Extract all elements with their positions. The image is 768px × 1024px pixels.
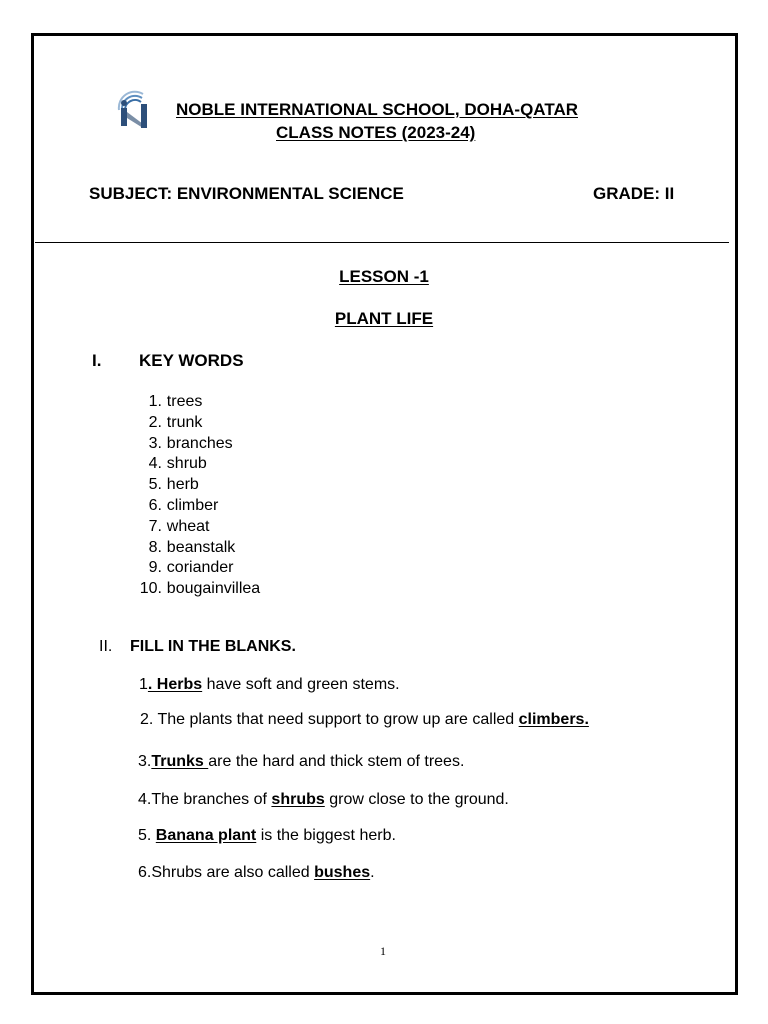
- list-item: 9. coriander: [148, 559, 234, 577]
- school-name: NOBLE INTERNATIONAL SCHOOL, DOHA-QATAR: [176, 100, 578, 119]
- blank-answer: climbers.: [518, 711, 589, 728]
- school-logo-icon: [113, 88, 155, 130]
- list-item: 2. trunk: [148, 413, 203, 431]
- list-item: 10. bougainvillea: [139, 580, 261, 598]
- blank-answer: shrubs: [271, 791, 325, 808]
- list-item: 6. climber: [148, 496, 219, 514]
- section-2-numeral: II.: [99, 638, 113, 655]
- blank-answer: Banana plant: [155, 827, 257, 844]
- blank-answer: . Herbs: [147, 676, 203, 693]
- page-number: 1: [380, 944, 386, 958]
- header-divider: [35, 242, 729, 243]
- list-item: 4. shrub: [148, 455, 207, 473]
- blank-sentence-2: 2. The plants that need support to grow up are called climbers.: [140, 711, 589, 728]
- blank-sentence-1: 1. Herbs have soft and green stems.: [139, 676, 400, 693]
- section-2-heading: FILL IN THE BLANKS.: [130, 638, 296, 655]
- list-item: 3. branches: [148, 434, 233, 452]
- key-words-list: [128, 392, 328, 600]
- blank-sentence-5: 5. Banana plant is the biggest herb.: [138, 827, 396, 844]
- lesson-title: PLANT LIFE: [334, 309, 434, 328]
- list-item: 1. trees: [148, 393, 203, 410]
- blank-sentence-3: 3.Trunks are the hard and thick stem of trees.: [138, 753, 465, 770]
- section-1-heading: KEY WORDS: [139, 351, 244, 370]
- class-notes-title: CLASS NOTES (2023-24): [276, 123, 476, 142]
- blank-answer: bushes: [314, 864, 371, 881]
- blank-sentence-4: 4.The branches of shrubs grow close to the ground.: [138, 791, 509, 808]
- list-item: 7. wheat: [148, 517, 210, 535]
- subject-label: SUBJECT: ENVIRONMENTAL SCIENCE: [89, 184, 404, 203]
- section-1-numeral: I.: [92, 351, 102, 370]
- grade-label: GRADE: II: [593, 184, 675, 203]
- list-item: 5. herb: [148, 476, 199, 494]
- blank-sentence-6: 6.Shrubs are also called bushes.: [138, 864, 375, 881]
- list-item: 8. beanstalk: [148, 538, 236, 556]
- blank-answer: Trunks: [151, 753, 209, 770]
- lesson-number: LESSON -1: [339, 267, 429, 286]
